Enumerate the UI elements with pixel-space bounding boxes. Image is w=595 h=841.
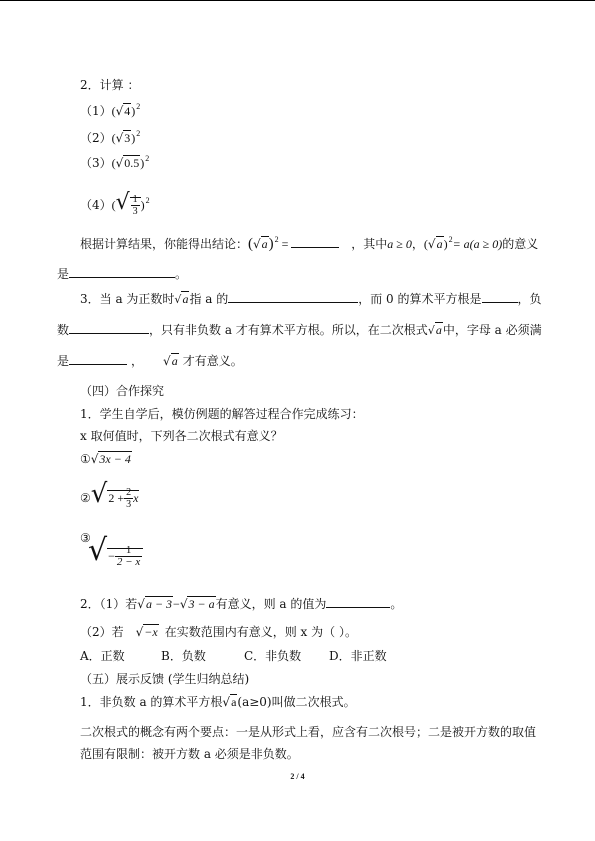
answer-blank (482, 291, 518, 303)
q2-item-4: （4）(√ $\frac{1}{3}$ )$^2$ (80, 190, 150, 217)
q2b-option-b: B．负数 (161, 649, 206, 663)
section-5-p2: 二次根式的概念有两个要点：一是从形式上看，应含有二次根号；二是被开方数的取值 (80, 725, 537, 739)
expression-2: ②√2 + $\frac{2}{3}$ x (80, 479, 139, 510)
answer-blank (69, 266, 175, 278)
q2b-option-c: C．非负数 (244, 649, 302, 663)
answer-blank (69, 353, 127, 365)
page-number: 2 / 4 (290, 772, 305, 781)
expression-3: √− $\frac{1}{2 - x}$ (88, 536, 143, 573)
q2b-option-a: A．正数 (80, 649, 125, 663)
conclusion-line-2: 是 。 (57, 267, 188, 281)
expression-3-label: ③ (80, 531, 91, 545)
q3-line-2: 数 ，只有非负数 a 才有算术平方根。所以，在二次根式√a中，字母 a 必须满 (57, 323, 542, 337)
q2-item-2: $(2)(√3)^2$ (80, 129, 141, 145)
answer-blank (291, 236, 339, 248)
q2b-part-2: （2）若 √−x 在实数范围内有意义，则 x 为（ ）。 (80, 625, 357, 639)
q2-item-1: $(1)(√4)^2$ (80, 102, 141, 118)
q2-item-3: $(3)(√0.5)^2$ (80, 154, 150, 170)
conclusion-line-1: 根据计算结果，你能得出结论：$(√a)^2$ = ，其中a ≥ 0，$(√a)^2= a(a \ge 0)$的意义 (80, 235, 539, 252)
answer-blank (228, 291, 358, 303)
q3-line-1: 3．当 a 为正数时√a指 a 的 ，而 0 的算术平方根是 ，负 (80, 292, 542, 306)
section-4-p2: x 取何值时，下列各二次根式有意义？ (80, 429, 283, 443)
q2b-option-d: D．非正数 (329, 649, 387, 663)
q2b-part-1: 2．（1）若√a − 3−√3 − a有意义，则 a 的值为 。 (80, 597, 403, 611)
section-5-p3: 范围有限制：被开方数 a 必须是非负数。 (80, 747, 299, 761)
expression-1: ①√3x − 4 (80, 452, 131, 466)
answer-blank (326, 596, 390, 608)
answer-blank (69, 322, 149, 334)
section-5-p1: 1．非负数 a 的算术平方根√a(a≥0)叫做二次根式。 (80, 695, 356, 709)
q2-title: 2．计算 ： (80, 78, 140, 92)
section-4-p1: 1．学生自学后，模仿例题的解答过程合作完成练习： (80, 407, 364, 421)
section-5-heading: （五）展示反馈 (学生归纳总结) (80, 672, 250, 686)
section-4-heading: （四）合作探究 (80, 384, 165, 398)
header-rule (0, 0, 595, 1)
q3-line-3: 是 ， √a 才有意义。 (57, 354, 243, 368)
